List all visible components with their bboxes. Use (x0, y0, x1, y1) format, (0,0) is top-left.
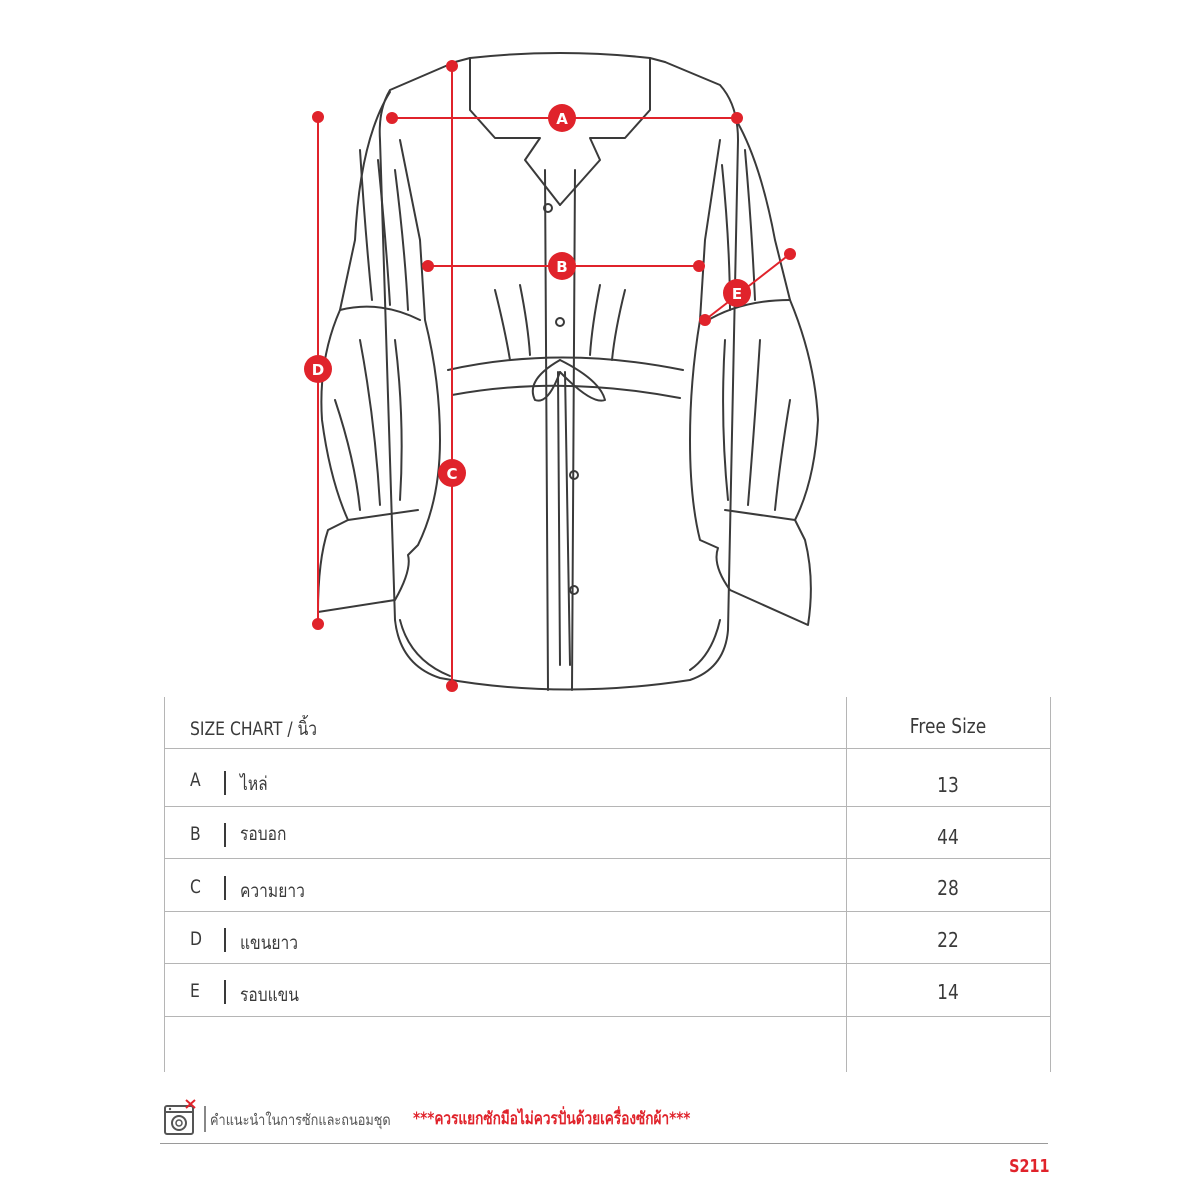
row-code: C (190, 876, 201, 898)
row-name: รอบแขน (240, 984, 299, 1006)
marker-d (304, 355, 332, 383)
care-instruction: คำแนะนำในการซักและถนอมชุด (210, 1111, 391, 1129)
row-separator (224, 980, 226, 1004)
row-name: ไหล่ (240, 773, 268, 795)
row-code: A (190, 769, 201, 791)
washing-machine-crossed-icon (162, 1098, 198, 1138)
product-code: S211 (1009, 1156, 1050, 1177)
table-row (164, 767, 1051, 797)
svg-text:D: D (311, 361, 325, 379)
table-divider (164, 1016, 1051, 1017)
table-row (164, 926, 1051, 956)
care-divider-bar (204, 1106, 206, 1132)
table-divider (164, 963, 1051, 964)
table-divider (164, 748, 1051, 749)
row-value: 13 (937, 773, 959, 797)
size-column-header: Free Size (909, 714, 987, 738)
row-value: 44 (937, 825, 959, 849)
row-separator (224, 876, 226, 900)
row-code: B (190, 823, 201, 845)
row-value: 22 (937, 928, 959, 952)
row-code: E (190, 980, 200, 1002)
row-name: ความยาว (240, 880, 305, 902)
table-row (164, 978, 1051, 1008)
table-row (164, 874, 1051, 904)
row-name: แขนยาว (240, 932, 298, 954)
row-separator (224, 771, 226, 795)
size-chart-header: SIZE CHART / นิ้ว (190, 718, 317, 740)
row-separator (224, 823, 226, 847)
svg-text:B: B (556, 258, 568, 276)
svg-text:C: C (446, 465, 458, 483)
footer-divider (160, 1143, 1048, 1144)
svg-text:E: E (731, 285, 743, 303)
table-row (164, 819, 1051, 849)
marker-b (548, 252, 576, 280)
size-chart-table (164, 697, 1051, 1072)
marker-e (723, 279, 751, 307)
row-value: 28 (937, 876, 959, 900)
table-divider (164, 806, 1051, 807)
row-separator (224, 928, 226, 952)
row-value: 14 (937, 980, 959, 1004)
row-code: D (190, 928, 203, 950)
table-divider (164, 858, 1051, 859)
marker-a (548, 104, 576, 132)
care-warning: ***ควรแยกซักมือไม่ควรปั่นด้วยเครื่องซักผ้า*** (413, 1109, 691, 1129)
row-name: รอบอก (240, 823, 287, 845)
svg-text:A: A (556, 110, 568, 128)
marker-c (438, 459, 466, 487)
blouse-outline (318, 53, 818, 690)
table-divider (164, 911, 1051, 912)
